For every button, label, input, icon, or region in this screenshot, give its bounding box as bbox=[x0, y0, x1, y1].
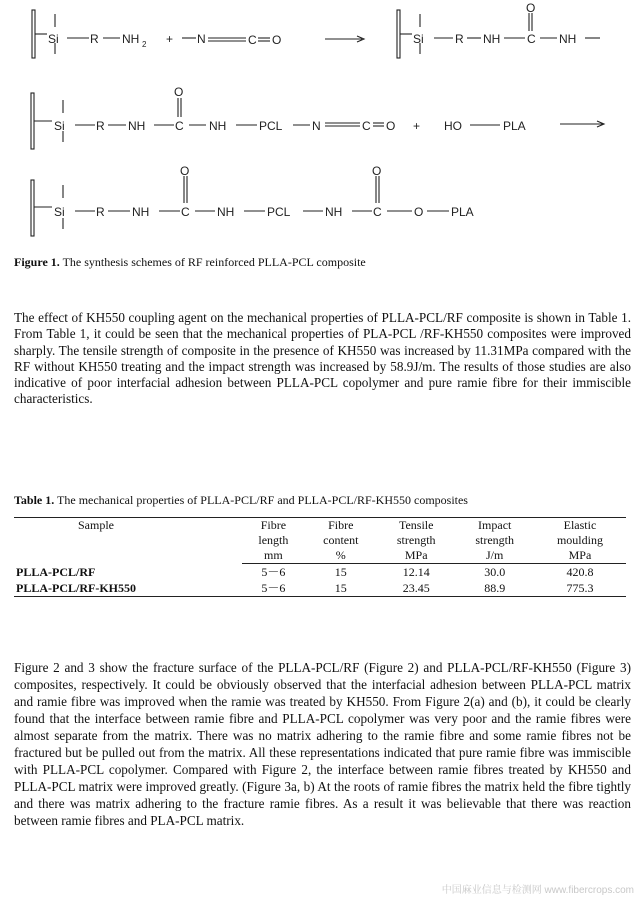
scheme-nh-2a: NH bbox=[128, 119, 146, 133]
scheme-r-2: R bbox=[96, 119, 105, 133]
header-cell: content bbox=[323, 533, 359, 547]
table-cell: PLLA-PCL/RF-KH550 bbox=[14, 580, 242, 597]
scheme-pcl-3: PCL bbox=[267, 205, 291, 219]
header-cell: length bbox=[258, 533, 289, 547]
header-cell: strength bbox=[475, 533, 515, 547]
header-cell: Tensile bbox=[377, 518, 455, 534]
table-caption bbox=[14, 493, 631, 508]
scheme-c-3b: C bbox=[373, 205, 382, 219]
scheme-pla-2: PLA bbox=[503, 119, 526, 133]
scheme-n-1: N bbox=[197, 32, 206, 46]
scheme-nh-1b: NH bbox=[559, 32, 577, 46]
scheme-o-2: O bbox=[386, 119, 396, 133]
table-cell: 88.9 bbox=[455, 580, 533, 597]
table-cell: 420.8 bbox=[566, 565, 594, 579]
scheme-nh-3c: NH bbox=[325, 205, 343, 219]
table-cell: 5－6 bbox=[242, 580, 305, 597]
properties-table bbox=[14, 517, 626, 597]
table-cell: 30.0 bbox=[484, 565, 506, 579]
scheme-nh-1a: NH bbox=[483, 32, 501, 46]
paragraph-2: Figure 2 and 3 show the fracture surface of the PLLA-PCL/RF (Figure 2) and PLLA-PCL/RF-KH550 (Figure 3) composites, respectively. It could be obviously observed that the interfacial adhesion between PLLA-PCL matrix and ramie fibre was improved when the ramie was treated by KH550. From Figure 2(a) and (b), it could be clearly found that the interface between ramie fibre and PLLA-PCL copolymer was very poor and the ramie fibres were almost separate from the matrix. There was no matrix adhering to the ramie fibre and some ramie fibres not be fractured but be pulled out from the matrix. All these representations indicated that pure ramie fibre was immiscible with PLLA-PCL copolymer. Compared with Figure 2, the interface between ramie fibres treated by KH550 and PLLA-PCL matrix were improved greatly. (Figure 3a, b) At the roots of ramie fibres the matrix held the fibre tightly and there was matrix adhering to the fracture ramie fibres. As a result it was believable that there was reaction between ramie fibres and PLA-PCL matrix. bbox=[14, 660, 631, 828]
header-cell: Fibre bbox=[305, 518, 377, 534]
table-cell: 23.45 bbox=[377, 580, 455, 597]
scheme-r-1: R bbox=[90, 32, 99, 46]
header-cell: Impact bbox=[455, 518, 533, 534]
scheme-o-3-top1: O bbox=[180, 164, 190, 178]
scheme-plus-1: + bbox=[166, 32, 174, 46]
scheme-pla-3: PLA bbox=[451, 205, 474, 219]
header-cell: Elastic bbox=[534, 518, 626, 534]
scheme-nh2-subscript: 2 bbox=[142, 40, 147, 49]
scheme-pcl-2: PCL bbox=[259, 119, 283, 133]
scheme-plus-2: + bbox=[413, 119, 421, 133]
scheme-o-3-link: O bbox=[414, 205, 424, 219]
scheme-c-1: C bbox=[248, 33, 257, 47]
scheme-o-1: O bbox=[272, 33, 282, 47]
header-unit: % bbox=[305, 548, 377, 564]
header-cell: strength bbox=[396, 533, 436, 547]
scheme-r-3: R bbox=[96, 205, 105, 219]
table-caption-label: Table 1. bbox=[14, 493, 55, 507]
watermark: 中国麻业信息与检测网 www.fibercrops.com bbox=[441, 885, 634, 896]
table-cell: 5－6 bbox=[261, 565, 286, 579]
scheme-si-1b: Si bbox=[413, 32, 424, 46]
table-cell: 15 bbox=[305, 580, 377, 597]
figure-caption-text: The synthesis schemes of RF reinforced PLLA-PCL composite bbox=[59, 255, 366, 269]
scheme-c-3: C bbox=[181, 205, 190, 219]
table-row bbox=[14, 580, 626, 597]
scheme-r-1b: R bbox=[455, 32, 464, 46]
scheme-nh-3b: NH bbox=[217, 205, 235, 219]
table-row bbox=[14, 564, 626, 581]
scheme-si-2: Si bbox=[54, 119, 65, 133]
header-unit: MPa bbox=[534, 548, 626, 564]
scheme-c-1b: C bbox=[527, 32, 536, 46]
header-unit: J/m bbox=[455, 548, 533, 564]
header-cell: Fibre bbox=[242, 518, 305, 534]
figure-caption-label: Figure 1. bbox=[14, 255, 60, 269]
scheme-o-3-top2: O bbox=[372, 164, 382, 178]
scheme-o-2-top: O bbox=[174, 85, 184, 99]
header-cell: moulding bbox=[556, 533, 603, 547]
table-cell: 15 bbox=[334, 565, 347, 579]
paragraph-1: The effect of KH550 coupling agent on the mechanical properties of PLLA-PCL/RF composite is shown in Table 1. From Table 1, it could be seen that the mechanical properties of PLA-PCL /RF-KH550 composites were improved sharply. The tensile strength of composite in the presence of KH550 was increased by 11.31MPa compared with the RF without KH550 treating and the impact strength was increased by 58.9J/m. The results of those studies are also indicative of poor interfacial adhesion between PLLA-PCL copolymer and pure ramie fibre for their immiscible characteristics. bbox=[14, 310, 631, 407]
scheme-c-2: C bbox=[175, 119, 184, 133]
scheme-ho: HO bbox=[444, 119, 462, 133]
table-cell: 12.14 bbox=[402, 565, 430, 579]
scheme-nh2: NH bbox=[122, 32, 140, 46]
header-unit: MPa bbox=[377, 548, 455, 564]
scheme-nh-3a: NH bbox=[132, 205, 150, 219]
table-cell: PLLA-PCL/RF bbox=[16, 564, 96, 579]
header-sample: Sample bbox=[14, 518, 242, 564]
figure-caption bbox=[14, 255, 626, 270]
scheme-c-2b: C bbox=[362, 119, 371, 133]
header-unit: mm bbox=[242, 548, 305, 564]
scheme-o-1b: O bbox=[526, 1, 536, 15]
table-caption-text: The mechanical properties of PLLA-PCL/RF and PLLA-PCL/RF-KH550 composites bbox=[54, 493, 468, 507]
table-cell: 775.3 bbox=[534, 580, 626, 597]
scheme-nh-2b: NH bbox=[209, 119, 227, 133]
scheme-n-2: N bbox=[312, 119, 321, 133]
synthesis-scheme bbox=[0, 0, 640, 250]
scheme-si-3: Si bbox=[54, 205, 65, 219]
scheme-si-1: Si bbox=[48, 32, 59, 46]
